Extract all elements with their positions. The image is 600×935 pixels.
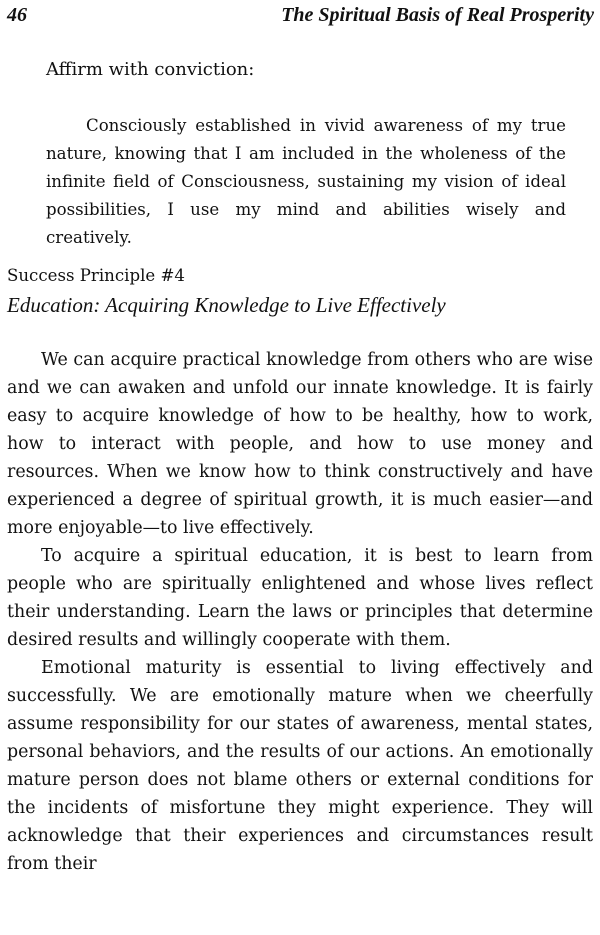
body-text (7, 346, 593, 878)
section-label: Success Principle #4 (7, 266, 185, 285)
page-number: 46 (7, 4, 27, 26)
paragraph: We can acquire practical knowledge from others who are wise and we can awaken and unfold our innate knowledge. It is fairly easy to acquire knowledge of how to be healthy, how to work, how to interact with people, and how to use money and resources. When we know how to think constructively and have experienced a degree of spiritual growth, it is much easier—and more enjoyable—to live effectively. (7, 350, 593, 538)
affirmation-text: Consciously established in vivid awareness of my true nature, knowing that I am included in the wholeness of the infinite field of Consciousness, sustaining my vision of ideal possibilities, I use my mind and abilities wisely and creatively. (46, 116, 566, 247)
section-title: Education: Acquiring Knowledge to Live Effectively (7, 293, 446, 317)
running-head: The Spiritual Basis of Real Prosperity (281, 4, 594, 26)
paragraph: Emotional maturity is essential to living effectively and successfully. We are emotionally mature when we cheerfully assume responsibility for our states of awareness, mental states, personal behaviors, and the results of our actions. An emotionally mature person does not blame others or external conditions for the incidents of misfortune they might experience. They will acknowledge that their experiences and circumstances result from their (7, 658, 593, 874)
page-header (7, 4, 594, 30)
paragraph: To acquire a spiritual education, it is best to learn from people who are spiritually enlightened and whose lives reflect their understanding. Learn the laws or principles that determine desired results and willingly cooperate with them. (7, 546, 593, 650)
affirmation-lead: Affirm with conviction: (46, 59, 255, 80)
